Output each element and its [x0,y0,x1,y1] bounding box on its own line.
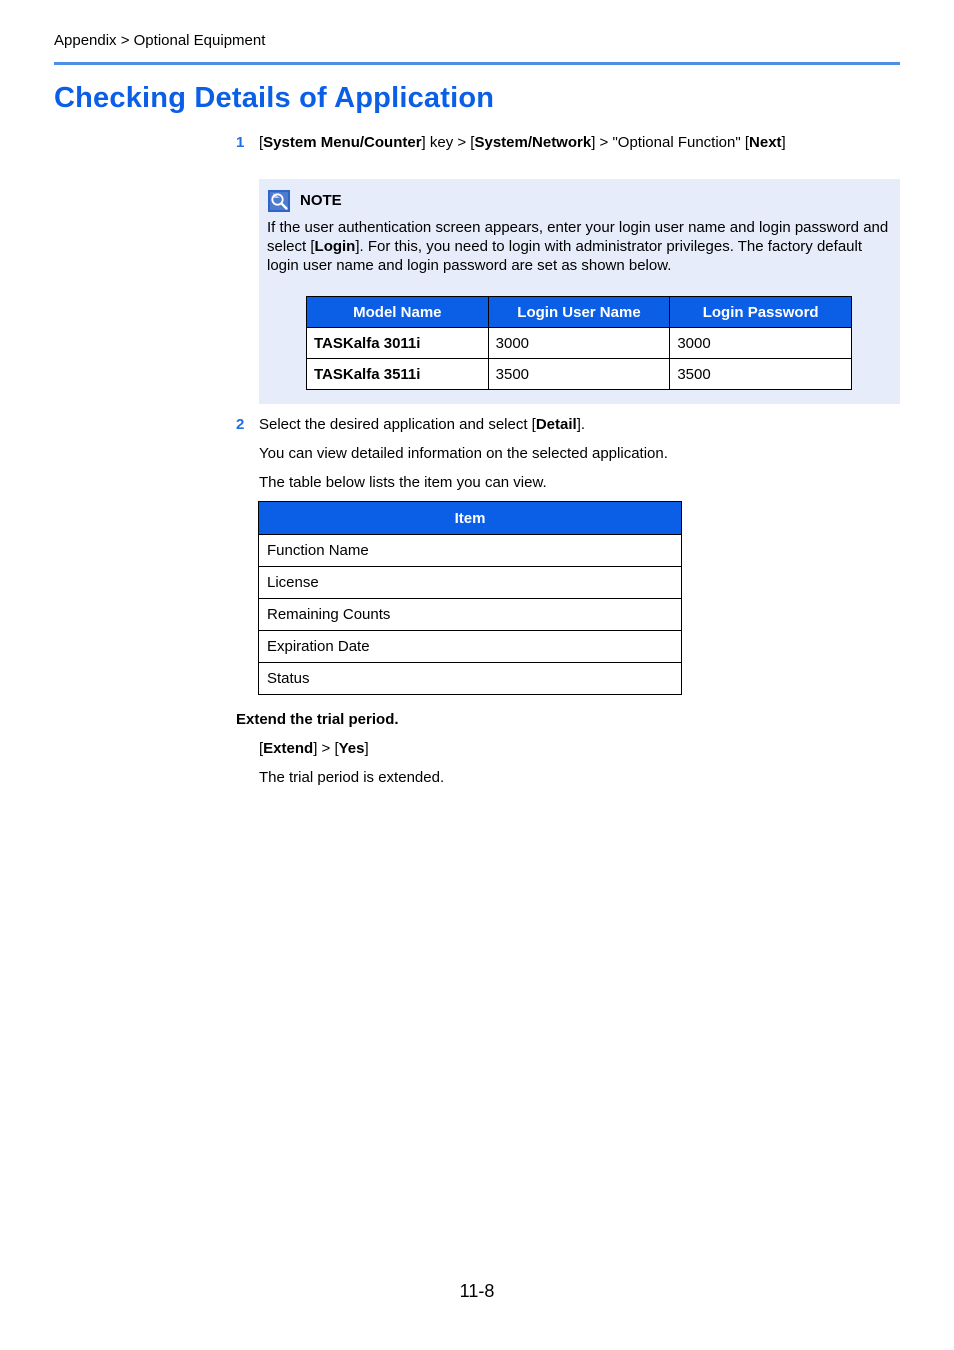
table-row [259,535,682,567]
item-table-header-row [259,502,682,535]
item-cell: Function Name [259,535,682,567]
column-header-login-user-name: Login User Name [488,297,670,328]
column-header-item: Item [259,502,682,535]
table-row [259,599,682,631]
note-text: If the user authentication screen appears, enter your login user name and login password and select [Login]. For this, you need to login with administrator privileges. The factory default login user name and login password are set as shown below. [267,219,889,274]
table-row [307,328,852,359]
item-cell: License [259,567,682,599]
table-row [259,663,682,695]
item-cell: Status [259,663,682,695]
note-label: NOTE [300,192,342,209]
login-table-header-row [307,297,852,328]
login-password-cell: 3500 [670,359,852,390]
extend-key: Extend [263,740,314,757]
column-header-login-password: Login Password [670,297,852,328]
step-2-instruction: Select the desired application and select [Detail]. [259,416,586,433]
table-row [307,359,852,390]
step-1-number: 1 [236,134,245,151]
breadcrumb: Appendix > Optional Equipment [54,32,266,49]
column-header-model-name: Model Name [307,297,489,328]
extend-trial-heading: Extend the trial period. [236,711,399,728]
login-table [306,296,852,390]
item-cell: Remaining Counts [259,599,682,631]
system-network-key: System/Network [474,134,592,151]
table-row [259,567,682,599]
detail-key: Detail [535,416,577,433]
item-table [258,501,682,695]
note-box [259,179,900,404]
yes-key: Yes [338,740,365,757]
table-row [259,631,682,663]
login-user-name-cell: 3000 [488,328,670,359]
step-1-instruction: [System Menu/Counter] key > [System/Network] > "Optional Function" [Next] [259,134,786,151]
note-magnifier-icon [268,190,290,212]
login-user-name-cell: 3500 [488,359,670,390]
step-2-number: 2 [236,416,245,433]
step-2-table-intro: The table below lists the item you can view. [259,474,547,491]
extend-instruction: [Extend] > [Yes] [259,740,369,757]
login-key: Login [314,238,356,255]
login-password-cell: 3000 [670,328,852,359]
next-key: Next [749,134,782,151]
system-menu-counter-key: System Menu/Counter [263,134,422,151]
item-cell: Expiration Date [259,631,682,663]
page-number: 11-8 [459,1281,495,1301]
extend-result: The trial period is extended. [259,769,445,786]
page-title: Checking Details of Application [54,82,495,114]
model-name-cell: TASKalfa 3511i [307,359,489,390]
header-rule [54,62,900,65]
model-name-cell: TASKalfa 3011i [307,328,489,359]
step-2-description: You can view detailed information on the selected application. [259,445,668,462]
